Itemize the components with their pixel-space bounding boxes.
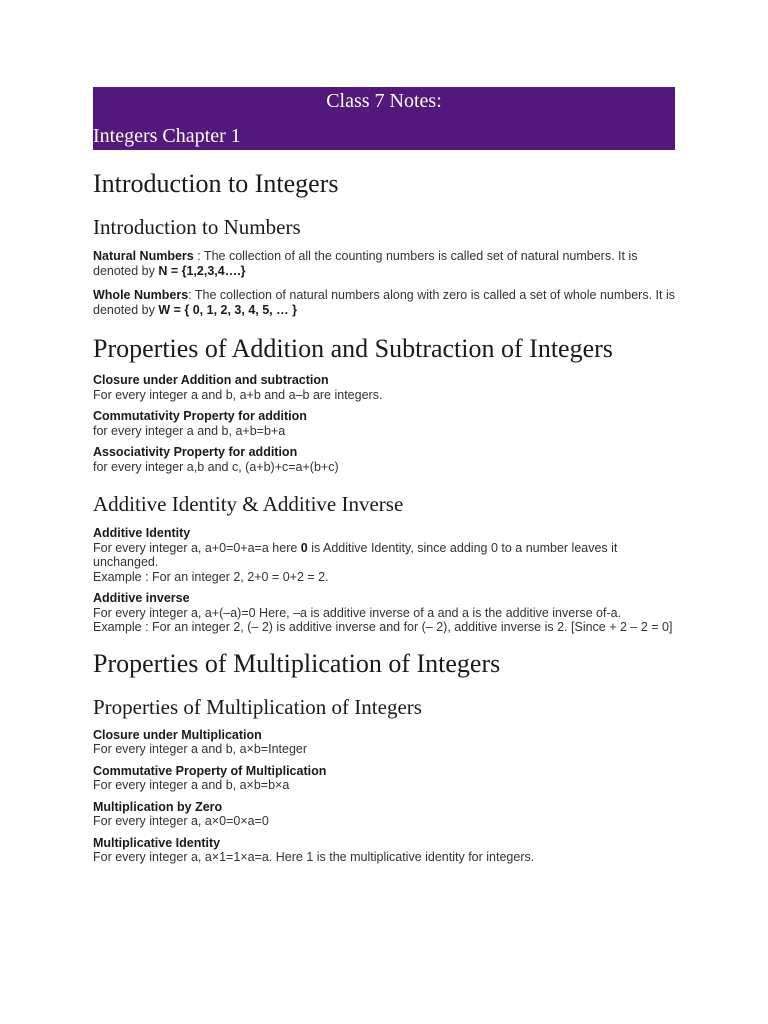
document-content [93,87,675,872]
additive-inverse-text: For every integer a, a+(–a)=0 Here, –a is additive inverse of a and a is the additive inverse of-a. [93,605,622,620]
natural-numbers-term: Natural Numbers [93,249,194,263]
additive-identity-zero: 0 [300,540,308,555]
multiplicative-identity-text: For every integer a, a×1=1×a=a. Here 1 is the multiplicative identity for integers. [93,850,535,864]
associativity-addition-block [93,445,675,474]
commutativity-addition-block [93,409,675,438]
commutativity-addition-title: Commutativity Property for addition [93,409,307,423]
additive-identity-title: Additive Identity [93,526,191,540]
closure-addition-title: Closure under Addition and subtraction [93,373,329,387]
whole-numbers-text: : The collection of natural numbers along with zero is called a set of whole numbers. It is denoted by [93,288,675,317]
multiplication-zero-title: Multiplication by Zero [93,799,223,814]
commutative-multiplication-text: For every integer a and b, a×b=b×a [93,778,290,792]
heading-intro-numbers: Introduction to Numbers [93,215,301,239]
banner-subtitle: Integers Chapter 1 [93,125,241,147]
closure-addition-text: For every integer a and b, a+b and a–b are integers. [93,387,383,402]
banner-title: Class 7 Notes: [326,90,442,112]
heading-addition-subtraction: Properties of Addition and Subtraction of Integers [93,334,613,363]
multiplicative-identity-block [93,836,675,865]
whole-numbers-paragraph [93,288,675,317]
additive-identity-block [93,526,675,584]
natural-numbers-set: N = {1,2,3,4….} [158,263,246,278]
multiplication-zero-block [93,800,675,829]
closure-multiplication-text: For every integer a and b, a×b=Integer [93,742,308,756]
additive-inverse-block [93,591,675,635]
commutative-multiplication-title: Commutative Property of Multiplication [93,763,327,778]
multiplication-zero-text: For every integer a, a×0=0×a=0 [93,814,269,828]
heading-additive-identity-inverse: Additive Identity & Additive Inverse [93,492,404,516]
natural-numbers-paragraph [93,249,675,278]
additive-inverse-title: Additive inverse [93,591,190,605]
closure-addition-block [93,373,675,402]
additive-inverse-example: Example : For an integer 2, (– 2) is additive inverse and for (– 2), additive inverse is 2. [Since + 2 – 2 = 0] [93,620,673,634]
heading-intro-integers: Introduction to Integers [93,169,339,198]
whole-numbers-term: Whole Numbers [93,288,189,302]
multiplicative-identity-title: Multiplicative Identity [93,835,221,850]
associativity-addition-text: for every integer a,b and c, (a+b)+c=a+(b+c) [93,459,339,474]
additive-identity-text [93,541,675,570]
additive-identity-example: Example : For an integer 2, 2+0 = 0+2 = 2. [93,569,329,584]
natural-numbers-text: : The collection of all the counting numbers is called set of natural numbers. It is denoted by [93,249,638,278]
associativity-addition-title: Associativity Property for addition [93,445,298,459]
heading-multiplication: Properties of Multiplication of Integers [93,648,501,678]
additive-identity-text-pre: For every integer a, a+0=0+a=a here [93,540,301,555]
subheading-multiplication: Properties of Multiplication of Integers [93,694,422,719]
commutative-multiplication-block [93,764,675,793]
closure-multiplication-block [93,728,675,757]
whole-numbers-set: W = { 0, 1, 2, 3, 4, 5, … } [158,302,297,317]
additive-identity-text-post: is Additive Identity, since adding 0 to a number leaves it unchanged. [93,540,618,569]
closure-multiplication-title: Closure under Multiplication [93,727,262,742]
title-banner [93,87,675,150]
commutativity-addition-text: for every integer a and b, a+b=b+a [93,423,286,438]
